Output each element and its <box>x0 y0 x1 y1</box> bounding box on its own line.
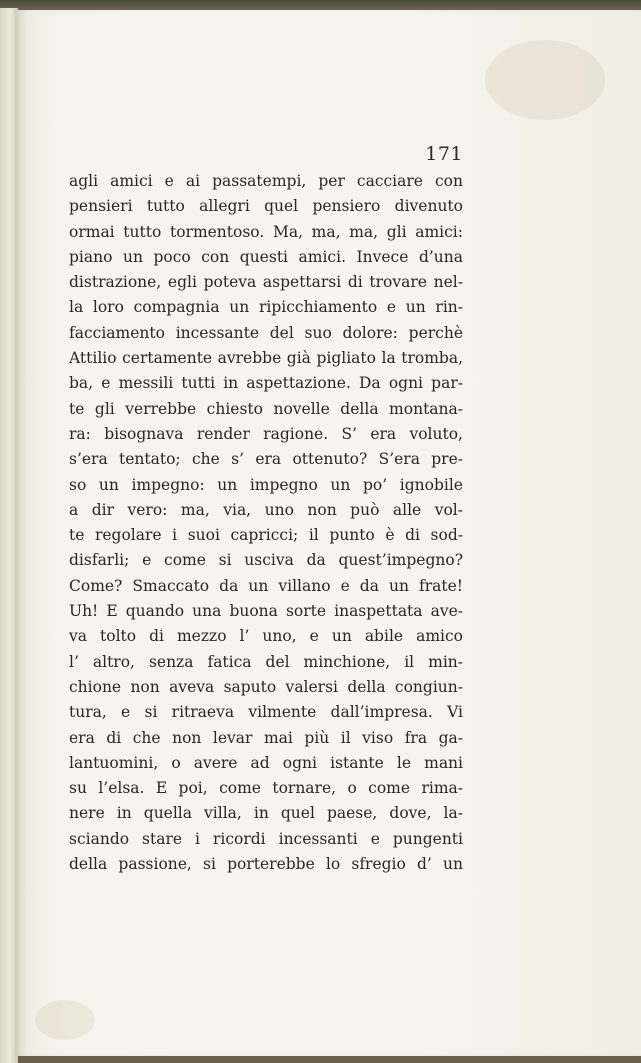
paper-stain <box>35 1000 95 1040</box>
text-line: so un impegno: un impegno un po’ ignobile <box>69 475 463 494</box>
text-line: Attilio certamente avrebbe già pigliato la tromba, <box>69 349 463 368</box>
text-line: Uh! E quando una buona sorte inaspettata ave- <box>69 602 463 621</box>
text-line: nere in quella villa, in quel paese, dove, la- <box>69 804 463 823</box>
text-line: tura, e si ritraeva vilmente dall’impresa. Vi <box>69 703 463 722</box>
text-line: chione non aveva saputo valersi della congiun- <box>69 677 463 696</box>
text-line: lantuomini, o avere ad ogni istante le mani <box>69 753 463 772</box>
text-line: te gli verrebbe chiesto novelle della montana- <box>69 399 463 418</box>
text-line: te regolare i suoi capricci; il punto è di sod- <box>69 526 463 545</box>
text-line: era di che non levar mai più il viso fra ga- <box>69 728 463 747</box>
text-line: Come? Smaccato da un villano e da un frate! <box>69 576 463 595</box>
text-line: la loro compagnia un ripicchiamento e un rin- <box>69 298 463 317</box>
paper-stain <box>485 40 605 120</box>
text-line: disfarli; e come si usciva da quest’impegno? <box>69 551 463 570</box>
text-line: facciamento incessante del suo dolore: perchè <box>69 323 463 342</box>
page-body-text <box>69 169 463 877</box>
text-line: l’ altro, senza fatica del minchione, il min- <box>69 652 463 671</box>
book-top-edge <box>0 0 641 10</box>
text-line: ba, e messili tutti in aspettazione. Da ogni par- <box>69 374 463 393</box>
text-line: agli amici e ai passatempi, per cacciare con <box>69 172 463 190</box>
text-line: ormai tutto tormentoso. Ma, ma, ma, gli amici: <box>69 222 463 241</box>
text-line: a dir vero: ma, via, uno non può alle vol- <box>69 500 463 519</box>
text-line: della passione, si porterebbe lo sfregio d’ un <box>69 855 463 874</box>
text-line: piano un poco con questi amici. Invece d’una <box>69 247 463 266</box>
text-line: va tolto di mezzo l’ uno, e un abile amico <box>69 627 463 646</box>
text-line: sciando stare i ricordi incessanti e pungenti <box>69 829 463 848</box>
page-number: 171 <box>425 143 463 165</box>
text-line: s’era tentato; che s’ era ottenuto? S’era pre- <box>69 450 463 469</box>
text-line: su l’elsa. E poi, come tornare, o come rima- <box>69 779 463 798</box>
text-line: pensieri tutto allegri quel pensiero divenuto <box>69 197 463 216</box>
text-line: ra: bisognava render ragione. S’ era voluto, <box>69 424 463 443</box>
text-line: distrazione, egli poteva aspettarsi di trovare nel- <box>69 273 463 292</box>
